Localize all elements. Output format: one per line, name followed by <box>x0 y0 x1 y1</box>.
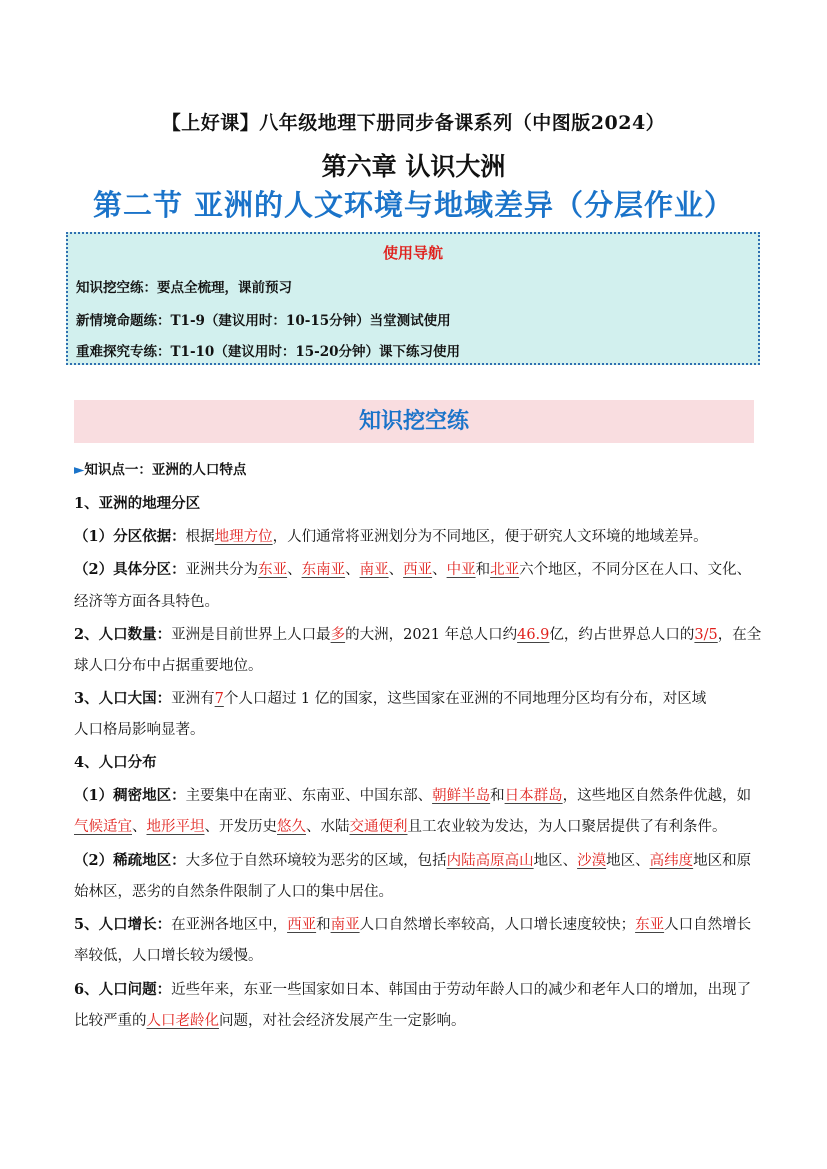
item-3-line-2: 人口格局影响显著。 <box>74 722 205 738</box>
answer-blank: 东南亚 <box>301 562 346 578</box>
answer-blank: 悠久 <box>277 819 306 835</box>
item-5-line-1: 5、人口增长：在亚洲各地区中，西亚和南亚人口自然增长率较高，人口增长速度较快；东亚人口自然增长 <box>74 916 752 933</box>
answer-blank: 3/5 <box>694 627 718 643</box>
guide-line-key-practice: 重难探究专练：T1-10（建议用时：15-20分钟）课下练习使用 <box>76 344 461 360</box>
answer-blank: 人口老龄化 <box>146 1013 219 1029</box>
answer-blank: 地形平坦 <box>146 819 205 835</box>
series-title: 【上好课】八年级地理下册同步备课系列（中图版2024） <box>161 112 666 134</box>
answer-blank: 南亚 <box>359 562 389 578</box>
item-2-line-1: 2、人口数量：亚洲是目前世界上人口最多的大洲，2021 年总人口约46.9亿，约占世界总人口的3/5，在全 <box>74 626 762 643</box>
answer-blank: 北亚 <box>490 562 520 578</box>
answer-blank: 地理方位 <box>214 529 273 545</box>
guide-line-knowledge: 知识挖空练：要点全梳理，课前预习 <box>76 280 292 296</box>
knowledge-point-1: ►知识点一：亚洲的人口特点 <box>74 462 247 478</box>
item-1-2-line-1: （2）具体分区：亚洲共分为东亚、东南亚、南亚、西亚、中亚和北亚六个地区，不同分区在人口、文化、 <box>74 561 752 578</box>
answer-blank: 朝鲜半岛 <box>432 788 491 804</box>
answer-blank: 7 <box>214 691 224 707</box>
item-4-1-line-2: 气候适宜、地形平坦、开发历史悠久、水陆交通便利且工农业较为发达，为人口聚居提供了有利条件。 <box>74 819 727 835</box>
answer-blank: 南亚 <box>330 917 360 933</box>
item-4-heading: 4、人口分布 <box>74 754 157 771</box>
item-4-2-line-2: 始林区，恶劣的自然条件限制了人口的集中居住。 <box>74 884 393 900</box>
answer-blank: 交通便利 <box>349 819 408 835</box>
item-4-1-line-1: （1）稠密地区：主要集中在南亚、东南亚、中国东部、朝鲜半岛和日本群岛，这些地区自然条件优越，如 <box>74 787 752 804</box>
item-6-line-2: 比较严重的人口老龄化问题，对社会经济发展产生一定影响。 <box>74 1013 466 1029</box>
answer-blank: 气候适宜 <box>74 819 132 835</box>
item-3-line-1: 3、人口大国：亚洲有7个人口超过 1 亿的国家，这些国家在亚洲的不同地理分区均有分布，对区域 <box>74 690 707 707</box>
answer-blank: 东亚 <box>635 917 665 933</box>
answer-blank: 中亚 <box>446 562 476 578</box>
item-1-1: （1）分区依据：根据地理方位，人们通常将亚洲划分为不同地区，便于研究人文环境的地域差异。 <box>74 528 708 545</box>
answer-blank: 西亚 <box>287 917 317 933</box>
item-2-line-2: 球人口分布中占据重要地位。 <box>74 658 263 674</box>
item-6-line-1: 6、人口问题：近些年来，东亚一些国家如日本、韩国由于劳动年龄人口的减少和老年人口的增加，出现了 <box>74 981 752 998</box>
usage-guide-title: 使用导航 <box>382 244 443 262</box>
guide-line-new-context: 新情境命题练：T1-9（建议用时：10-15分钟）当堂测试使用 <box>76 313 451 329</box>
answer-blank: 西亚 <box>403 562 433 578</box>
usage-guide-box <box>66 232 760 365</box>
triangle-marker-icon: ► <box>74 462 85 478</box>
chapter-title: 第六章 认识大洲 <box>321 152 506 181</box>
section-title: 第二节 亚洲的人文环境与地域差异（分层作业） <box>92 188 735 222</box>
answer-blank: 多 <box>330 627 346 643</box>
item-5-line-2: 率较低，人口增长较为缓慢。 <box>74 948 263 964</box>
answer-blank: 日本群岛 <box>504 788 563 804</box>
item-4-2-line-1: （2）稀疏地区：大多位于自然环境较为恶劣的区域，包括内陆高原高山地区、沙漠地区、高纬度地区和原 <box>74 852 752 869</box>
answer-blank: 46.9 <box>517 627 550 643</box>
answer-blank: 东亚 <box>258 562 288 578</box>
item-1-2-line-2: 经济等方面各具特色。 <box>74 594 219 610</box>
item-1-heading: 1、亚洲的地理分区 <box>74 495 201 512</box>
answer-blank: 内陆高原高山 <box>446 853 534 869</box>
section-band <box>74 400 754 443</box>
answer-blank: 沙漠 <box>577 853 607 869</box>
answer-blank: 高纬度 <box>649 853 694 869</box>
band-title: 知识挖空练 <box>358 409 469 434</box>
